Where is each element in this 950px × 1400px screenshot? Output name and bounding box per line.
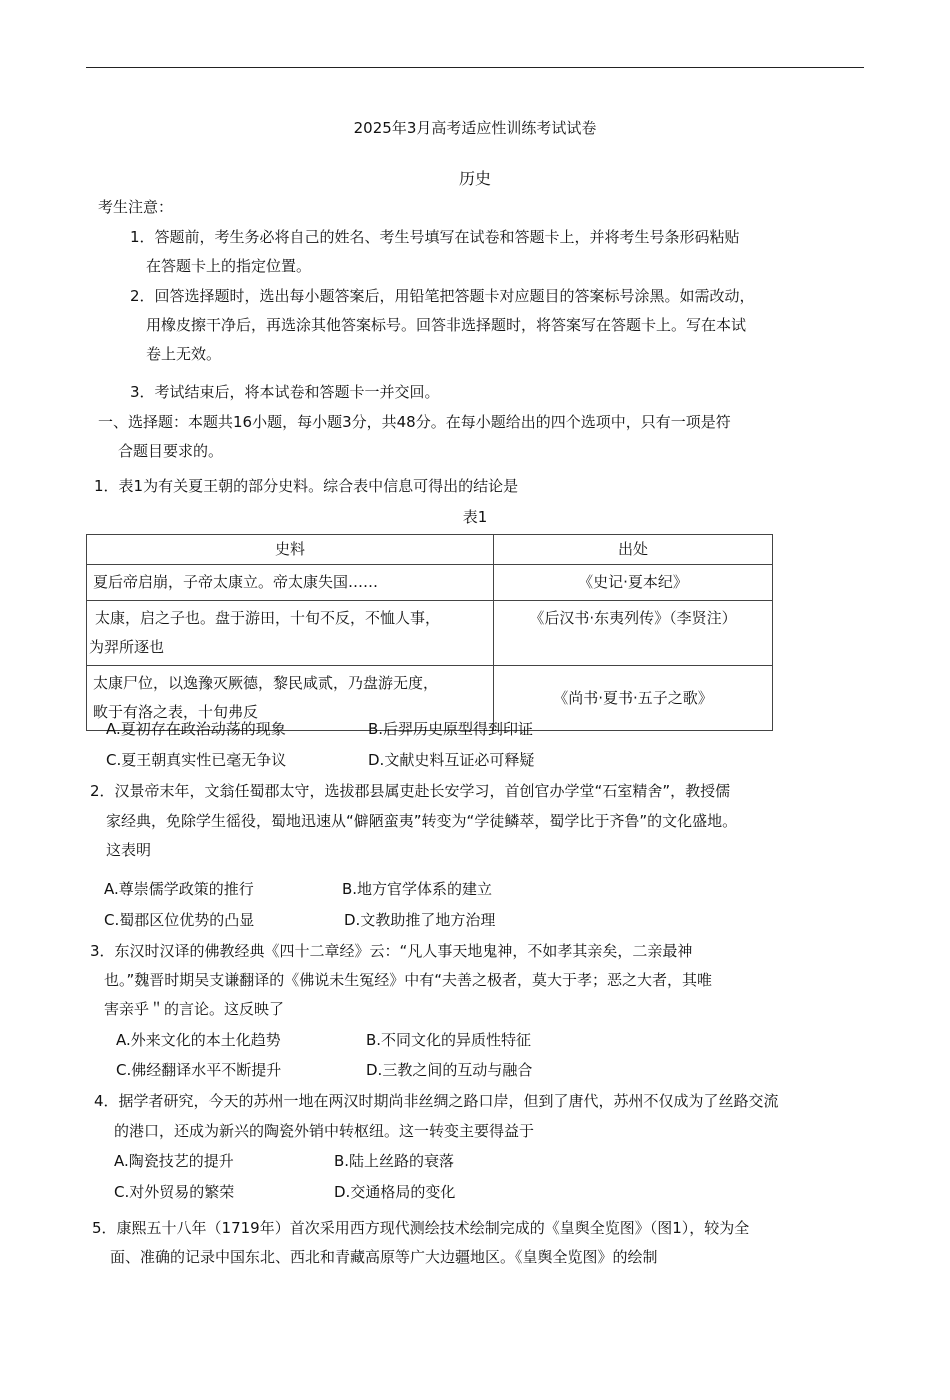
q3-option-a: A.外来文化的本土化趋势: [116, 1031, 281, 1049]
q4-option-c: C.对外贸易的繁荣: [114, 1183, 235, 1201]
question-1-stem: 1．表1为有关夏王朝的部分史料。综合表中信息可得出的结论是: [94, 477, 519, 495]
notice-item-1-cont: 在答题卡上的指定位置。: [146, 257, 312, 275]
q1-option-b: B.后羿历史原型得到印证: [368, 720, 534, 738]
q4-option-d: D.交通格局的变化: [334, 1183, 456, 1201]
row-3-text: 太康尸位，以逸豫灭厥德，黎民咸贰，乃盘游无度，: [93, 674, 439, 692]
table-header-row: [87, 535, 773, 565]
question-4-stem: 4．据学者研究，今天的苏州一地在两汉时期尚非丝绸之路口岸，但到了唐代，苏州不仅成为了丝路交流: [94, 1092, 779, 1110]
q3-option-c: C.佛经翻译水平不断提升: [116, 1061, 282, 1079]
exam-title: 2025年3月高考适应性训练考试试卷: [353, 119, 597, 137]
table-row: [87, 601, 773, 666]
table-caption: 表1: [462, 508, 488, 526]
notice-heading: 考生注意：: [98, 198, 174, 216]
table-cell-text: [87, 601, 494, 666]
notice-item-1: 1．答题前，考生务必将自己的姓名、考生号填写在试卷和答题卡上，并将考生号条形码粘贴: [130, 228, 740, 246]
notice-item-2-cont2: 卷上无效。: [146, 345, 222, 363]
question-2-stem-cont: 家经典，免除学生徭役，蜀地迅速从“僻陋蛮夷”转变为“学徒鳞萃，蜀学比于齐鲁”的文化盛地。: [106, 812, 738, 830]
q3-option-d: D.三教之间的互动与融合: [366, 1061, 533, 1079]
notice-item-2-cont: 用橡皮擦干净后，再选涂其他答案标号。回答非选择题时，将答案写在答题卡上。写在本试: [146, 316, 747, 334]
row-2-source: 《后汉书·东夷列传》（李贤注）: [494, 601, 773, 666]
q1-option-c: C.夏王朝真实性已毫无争议: [106, 751, 287, 769]
section-heading: 一、选择题：本题共16小题，每小题3分，共48分。在每小题给出的四个选项中，只有一项是符: [98, 413, 731, 431]
table-row: [87, 565, 773, 601]
question-5-stem: 5．康熙五十八年（1719年）首次采用西方现代测绘技术绘制完成的《皇舆全览图》（图1），较为全: [92, 1219, 750, 1237]
q2-option-a: A.尊崇儒学政策的推行: [104, 880, 254, 898]
table-header-source-text: 史料: [87, 535, 494, 565]
source-table: [86, 534, 773, 731]
q4-option-a: A.陶瓷技艺的提升: [114, 1152, 234, 1170]
question-2-stem-cont2: 这表明: [106, 841, 152, 859]
q4-option-b: B.陆上丝路的衰落: [334, 1152, 455, 1170]
q2-option-d: D.文教助推了地方治理: [344, 911, 496, 929]
question-3-stem-cont: 也。”魏晋时期吴支谦翻译的《佛说未生冤经》中有“夫善之极者，莫大于孝；恶之大者，其唯: [104, 971, 713, 989]
row-3-source: 《尚书·夏书·五子之歌》: [494, 666, 773, 731]
question-2-stem: 2．汉景帝末年，文翁任蜀郡太守，选拔郡县属吏赴长安学习，首创官办学堂“石室精舍”，教授儒: [90, 782, 731, 800]
question-5-stem-cont: 面、准确的记录中国东北、西北和青藏高原等广大边疆地区。《皇舆全览图》的绘制: [110, 1248, 658, 1266]
q1-option-a: A.夏初存在政治动荡的现象: [106, 720, 286, 738]
question-4-stem-cont: 的港口，还成为新兴的陶瓷外销中转枢纽。这一转变主要得益于: [114, 1122, 535, 1140]
row-2-text-cont: 为羿所逐也: [89, 638, 165, 656]
section-heading-cont: 合题目要求的。: [118, 442, 224, 460]
row-3-text-cont: 畋于有洛之表，十旬弗反: [93, 703, 259, 721]
row-2-text: 太康，启之子也。盘于游田，十旬不反，不恤人事，: [95, 609, 441, 627]
row-1-text: 夏后帝启崩，子帝太康立。帝太康失国……: [93, 573, 379, 591]
notice-item-3: 3．考试结束后，将本试卷和答题卡一并交回。: [130, 383, 440, 401]
question-3-stem: 3．东汉时汉译的佛教经典《四十二章经》云：“凡人事天地鬼神，不如孝其亲矣，二亲最神: [90, 942, 693, 960]
top-rule: [86, 67, 864, 68]
q1-option-d: D.文献史料互证必可释疑: [368, 751, 535, 769]
q2-option-c: C.蜀郡区位优势的凸显: [104, 911, 255, 929]
notice-item-2: 2．回答选择题时，选出每小题答案后，用铅笔把答题卡对应题目的答案标号涂黑。如需改动，: [130, 287, 755, 305]
subject-title: 历史: [458, 169, 491, 188]
table-cell-text: [87, 565, 494, 601]
table-header-origin: 出处: [494, 535, 773, 565]
q3-option-b: B.不同文化的异质性特征: [366, 1031, 532, 1049]
question-3-stem-cont2: 害亲乎＂的言论。这反映了: [104, 1000, 285, 1018]
row-1-source: 《史记·夏本纪》: [494, 565, 773, 601]
q2-option-b: B.地方官学体系的建立: [342, 880, 493, 898]
